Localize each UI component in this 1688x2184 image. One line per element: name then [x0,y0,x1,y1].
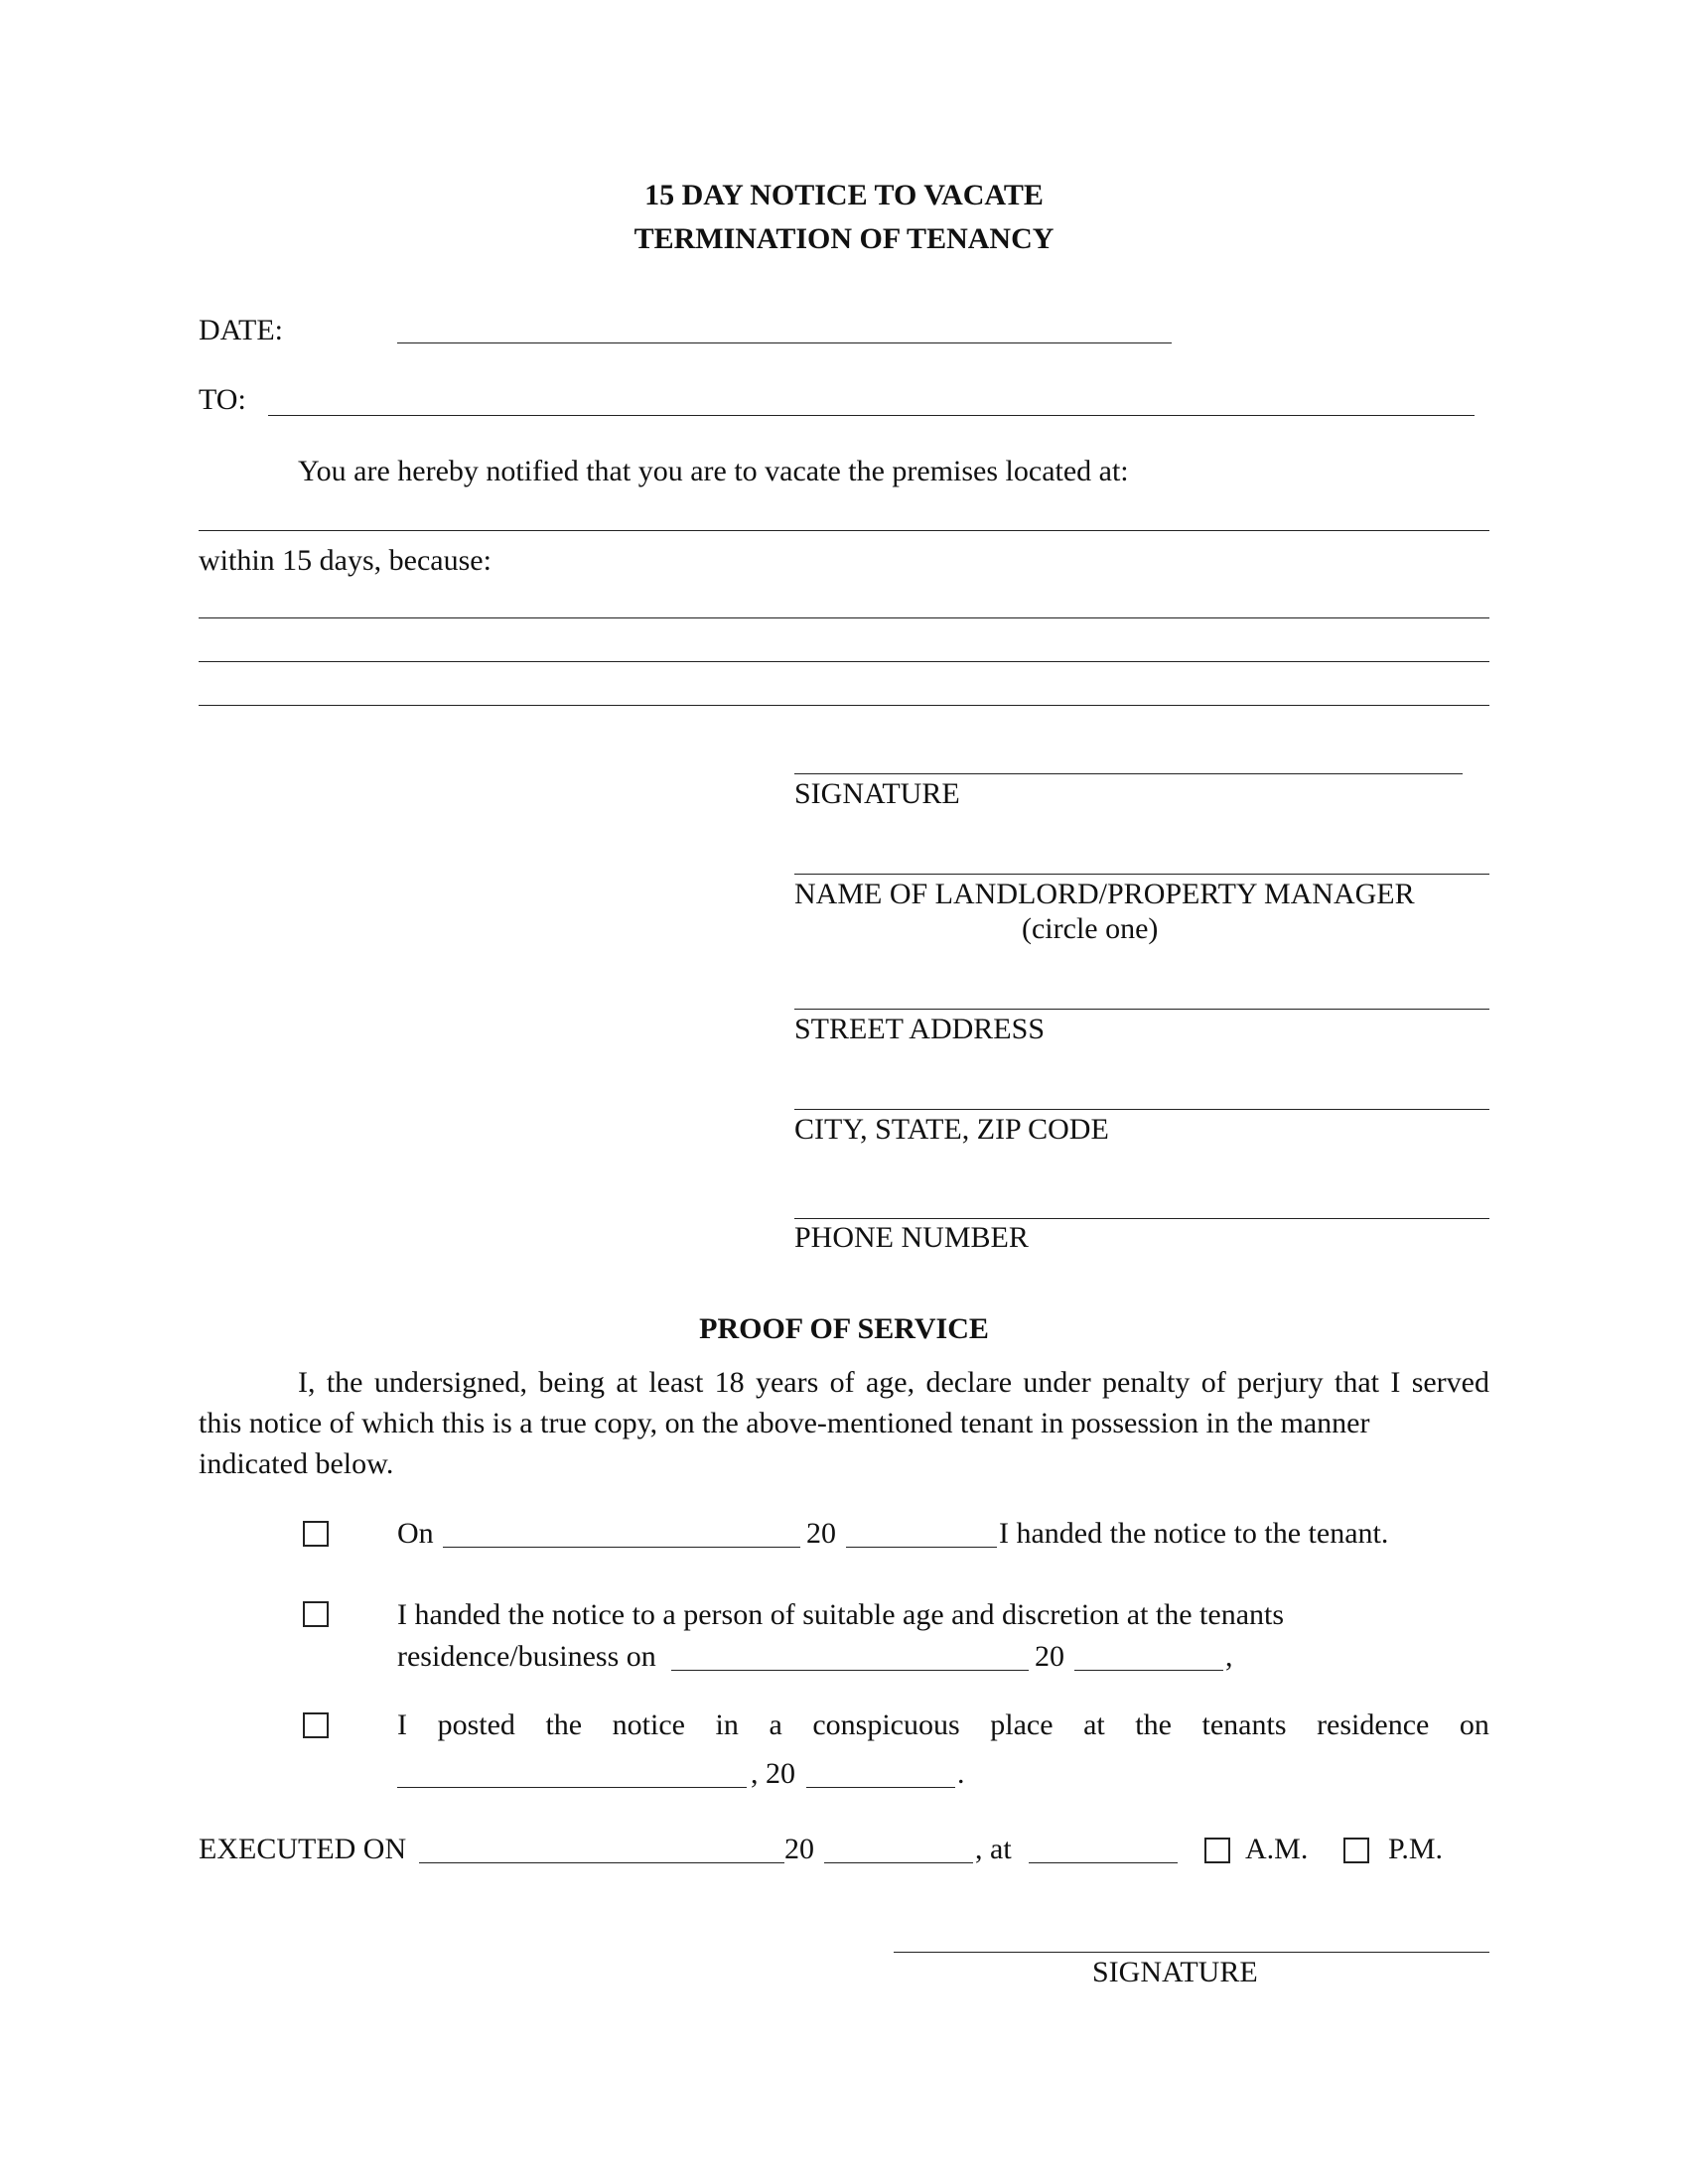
option3-year: , 20 [751,1757,795,1790]
option2-line1: I handed the notice to a person of suitable age and discretion at the tenants [397,1598,1285,1631]
signature-label: SIGNATURE [794,777,960,810]
option1-on: On [397,1517,434,1550]
option3-word: the [1135,1708,1172,1741]
option3-word: posted [437,1708,515,1741]
pm-checkbox[interactable] [1343,1838,1369,1863]
notice-intro: You are hereby notified that you are to vacate the premises located at: [298,455,1129,487]
date-field-line[interactable] [397,342,1172,343]
executed-year: 20 [784,1833,814,1865]
reason-line-1[interactable] [199,617,1489,618]
proof-para-line3: indicated below. [199,1447,394,1480]
option3-word: residence [1317,1708,1430,1741]
to-label: TO: [199,383,246,416]
option3-date-line[interactable] [397,1787,747,1788]
landlord-signature-line[interactable] [794,773,1463,774]
phone-number-label: PHONE NUMBER [794,1221,1029,1254]
title-line1: 15 DAY NOTICE TO VACATE [644,179,1044,211]
executed-label: EXECUTED ON [199,1833,407,1865]
executed-time-line[interactable] [1029,1862,1178,1863]
option3-word: in [715,1708,739,1741]
option3-word: place [990,1708,1054,1741]
landlord-name-line[interactable] [794,874,1489,875]
executed-at: , at [975,1833,1012,1865]
option2-line2: residence/business on [397,1640,656,1673]
reason-line-2[interactable] [199,661,1489,662]
proof-para-line1: I, the undersigned, being at least 18 years of age, declare under penalty of perjury that I served [298,1366,1489,1399]
street-address-label: STREET ADDRESS [794,1013,1045,1045]
option1-date-line[interactable] [443,1547,800,1548]
option3-word: I [397,1708,407,1741]
posted-notice-checkbox[interactable] [303,1712,329,1738]
server-signature-label: SIGNATURE [1092,1956,1258,1988]
phone-number-line[interactable] [794,1218,1489,1219]
circle-one-note: (circle one) [1022,912,1159,945]
reason-line-3[interactable] [199,705,1489,706]
executed-year-line[interactable] [824,1862,973,1863]
option2-year-line[interactable] [1074,1670,1223,1671]
option3-word: the [545,1708,583,1741]
option3-word: a [769,1708,782,1741]
street-address-line[interactable] [794,1009,1489,1010]
city-state-zip-label: CITY, STATE, ZIP CODE [794,1113,1109,1146]
pm-label: P.M. [1388,1833,1444,1865]
server-signature-line[interactable] [894,1952,1489,1953]
option1-year: 20 [806,1517,836,1550]
premises-field-line[interactable] [199,530,1489,531]
option2-comma: , [1225,1640,1233,1673]
option3-word: tenants [1201,1708,1287,1741]
executed-date-line[interactable] [419,1862,784,1863]
proof-para-line2: this notice of which this is a true copy, on the above-mentioned tenant in possession in the manner [199,1407,1370,1439]
to-field-line[interactable] [268,415,1475,416]
option2-year: 20 [1035,1640,1064,1673]
option3-line1 [397,1708,1489,1742]
option3-word: on [1459,1708,1489,1741]
am-label: A.M. [1245,1833,1309,1865]
am-checkbox[interactable] [1204,1838,1230,1863]
option3-word: conspicuous [812,1708,960,1741]
city-state-zip-line[interactable] [794,1109,1489,1110]
option3-period: . [957,1757,965,1790]
substituted-service-checkbox[interactable] [303,1601,329,1627]
personal-service-checkbox[interactable] [303,1521,329,1547]
option3-word: notice [612,1708,685,1741]
option3-year-line[interactable] [806,1787,955,1788]
landlord-name-label: NAME OF LANDLORD/PROPERTY MANAGER [794,878,1415,910]
within-text: within 15 days, because: [199,544,492,577]
option2-date-line[interactable] [671,1670,1029,1671]
date-label: DATE: [199,314,283,346]
option1-year-line[interactable] [846,1547,997,1548]
title-line2: TERMINATION OF TENANCY [633,222,1055,255]
option3-word: at [1083,1708,1105,1741]
proof-heading: PROOF OF SERVICE [699,1312,989,1345]
option1-tail: I handed the notice to the tenant. [999,1517,1389,1550]
